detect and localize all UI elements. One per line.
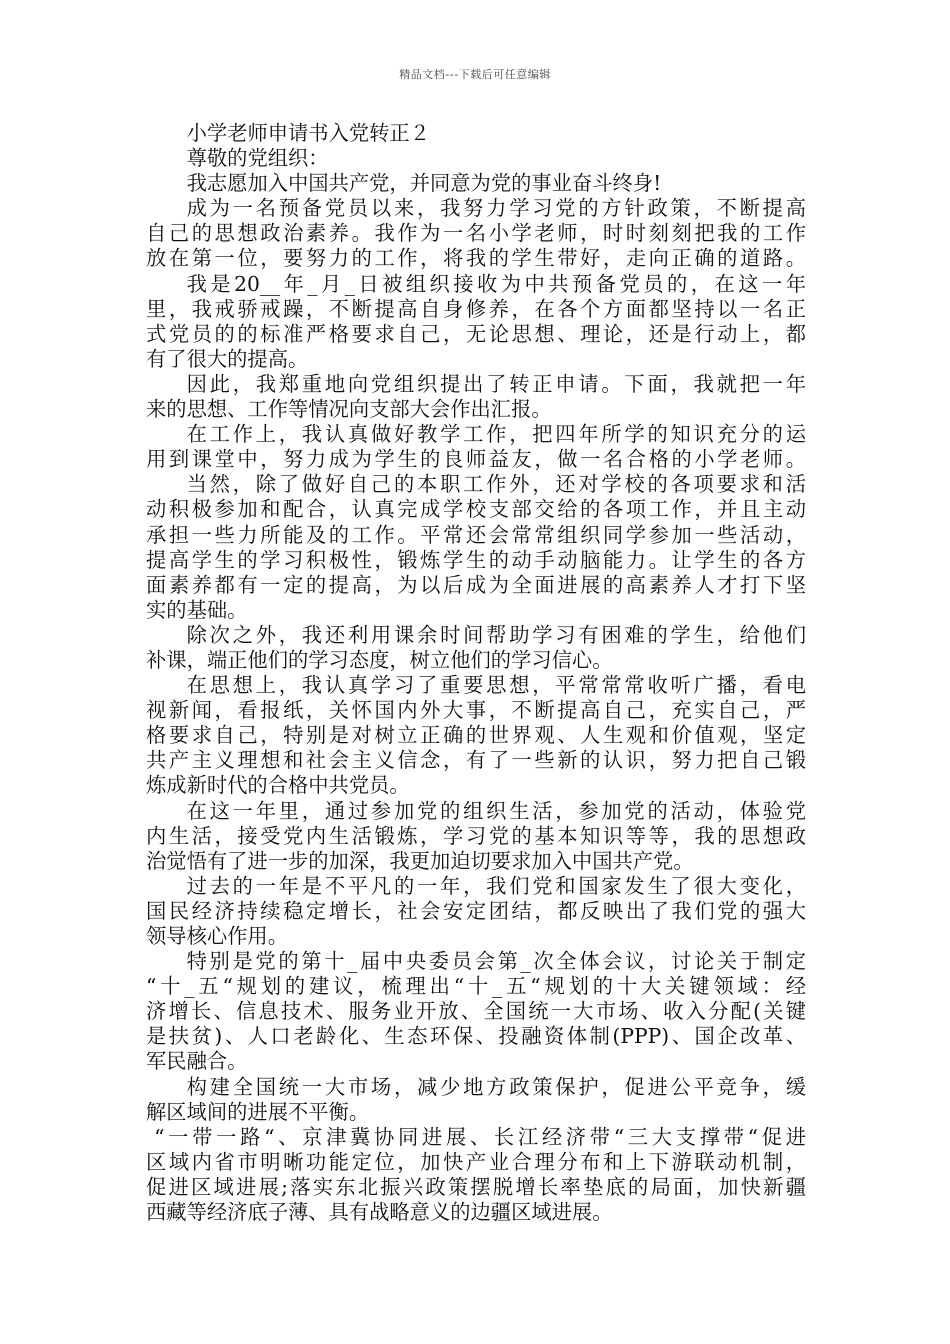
body-line: 炼成新时代的合格中共党员。 (146, 773, 410, 798)
body-line: 动积极参加和配合，认真完成学校支部交给的各项工作，并且主动 (146, 497, 806, 522)
body-line: 补课，端正他们的学习态度，树立他们的学习信心。 (146, 647, 613, 672)
body-line: 提高学生的学习积极性，锻炼学生的动手动脑能力。让学生的各方 (146, 547, 806, 572)
body-line: “十_五“规划的建议，梳理出“十_五“规划的十大关键领域：经 (146, 974, 806, 999)
body-line: 面素养都有一定的提高，为以后成为全面进展的高素养人才打下坚 (146, 572, 806, 597)
body-line: 在工作上，我认真做好教学工作，把四年所学的知识充分的运 (186, 422, 806, 447)
document-body (146, 121, 806, 1225)
body-line: 治觉悟有了进一步的加深，我更加迫切要求加入中国共产党。 (146, 848, 694, 873)
body-line: 视新闻，看报纸，关怀国内外大事，不断提高自己，充实自己，严 (146, 698, 806, 723)
body-line: 格要求自己，特别是对树立正确的世界观、人生观和价值观，坚定 (146, 723, 806, 748)
body-line: 领导核心作用。 (146, 924, 288, 948)
body-line: 除次之外，我还利用课余时间帮助学习有困难的学生，给他们 (186, 622, 806, 647)
body-line: 因此，我郑重地向党组织提出了转正申请。下面，我就把一年 (186, 371, 806, 396)
body-line: 我志愿加入中国共产党，并同意为党的事业奋斗终身! (186, 171, 662, 196)
body-line: 国民经济持续稳定增长，社会安定团结，都反映出了我们党的强大 (146, 898, 806, 923)
body-line: 过去的一年是不平凡的一年，我们党和国家发生了很大变化， (186, 873, 806, 898)
body-line: 放在第一位，要努力的工作，将我的学生带好，走向正确的道路。 (146, 246, 806, 271)
body-line: 是扶贫)、人口老龄化、生态环保、投融资体制(PPP)、国企改革、 (146, 1024, 806, 1049)
body-line: 军民融合。 (146, 1049, 248, 1074)
body-line: 内生活，接受党内生活锻炼，学习党的基本知识等等，我的思想政 (146, 823, 806, 848)
document-title: 小学老师申请书入党转正２ (186, 121, 430, 145)
body-line: 自己的思想政治素养。我作为一名小学老师，时时刻刻把我的工作 (146, 221, 806, 246)
body-line: 构建全国统一大市场，减少地方政策保护，促进公平竞争，缓 (186, 1074, 806, 1099)
body-line: 我是20__年_月_日被组织接收为中共预备党员的，在这一年 (186, 271, 806, 296)
body-line: “一带一路“、京津冀协同进展、长江经济带“三大支撑带“促进 (154, 1124, 806, 1149)
body-line: 式党员的的标准严格要求自己，无论思想、理论，还是行动上，都 (146, 321, 806, 346)
page-header: 精品文档---下载后可任意编辑 (399, 68, 551, 81)
body-line: 共产主义理想和社会主义信念，有了一些新的认识，努力把自己锻 (146, 748, 806, 773)
body-line: 来的思想、工作等情况向支部大会作出汇报。 (146, 397, 552, 422)
body-line: 有了很大的提高。 (146, 346, 309, 371)
body-line: 在这一年里，通过参加党的组织生活，参加党的活动，体验党 (186, 798, 806, 823)
body-line: 实的基础。 (146, 597, 248, 622)
body-line: 解区域间的进展不平衡。 (146, 1099, 370, 1124)
body-line: 特别是党的第十_届中央委员会第_次全体会议，讨论关于制定 (186, 949, 806, 974)
body-line: 促进区域进展;落实东北振兴政策摆脱增长率垫底的局面，加快新疆 (146, 1174, 806, 1199)
body-line: 承担一些力所能及的工作。平常还会常常组织同学参加一些活动， (146, 522, 806, 547)
body-line: 用到课堂中，努力成为学生的良师益友，做一名合格的小学老师。 (146, 447, 806, 472)
body-line: 里，我戒骄戒躁，不断提高自身修养，在各个方面都坚持以一名正 (146, 296, 806, 321)
body-line: 成为一名预备党员以来，我努力学习党的方针政策，不断提高 (186, 196, 806, 221)
body-line: 区域内省市明晰功能定位，加快产业合理分布和上下游联动机制， (146, 1149, 806, 1174)
body-line: 济增长、信息技术、服务业开放、全国统一大市场、收入分配(关键 (146, 999, 806, 1024)
body-line: 在思想上，我认真学习了重要思想，平常常常收听广播，看电 (186, 673, 806, 698)
body-line: 当然，除了做好自己的本职工作外，还对学校的各项要求和活 (186, 472, 806, 497)
salutation: 尊敬的党组织： (186, 146, 329, 171)
body-line: 西藏等经济底子薄、具有战略意义的边疆区域进展。 (146, 1200, 613, 1225)
